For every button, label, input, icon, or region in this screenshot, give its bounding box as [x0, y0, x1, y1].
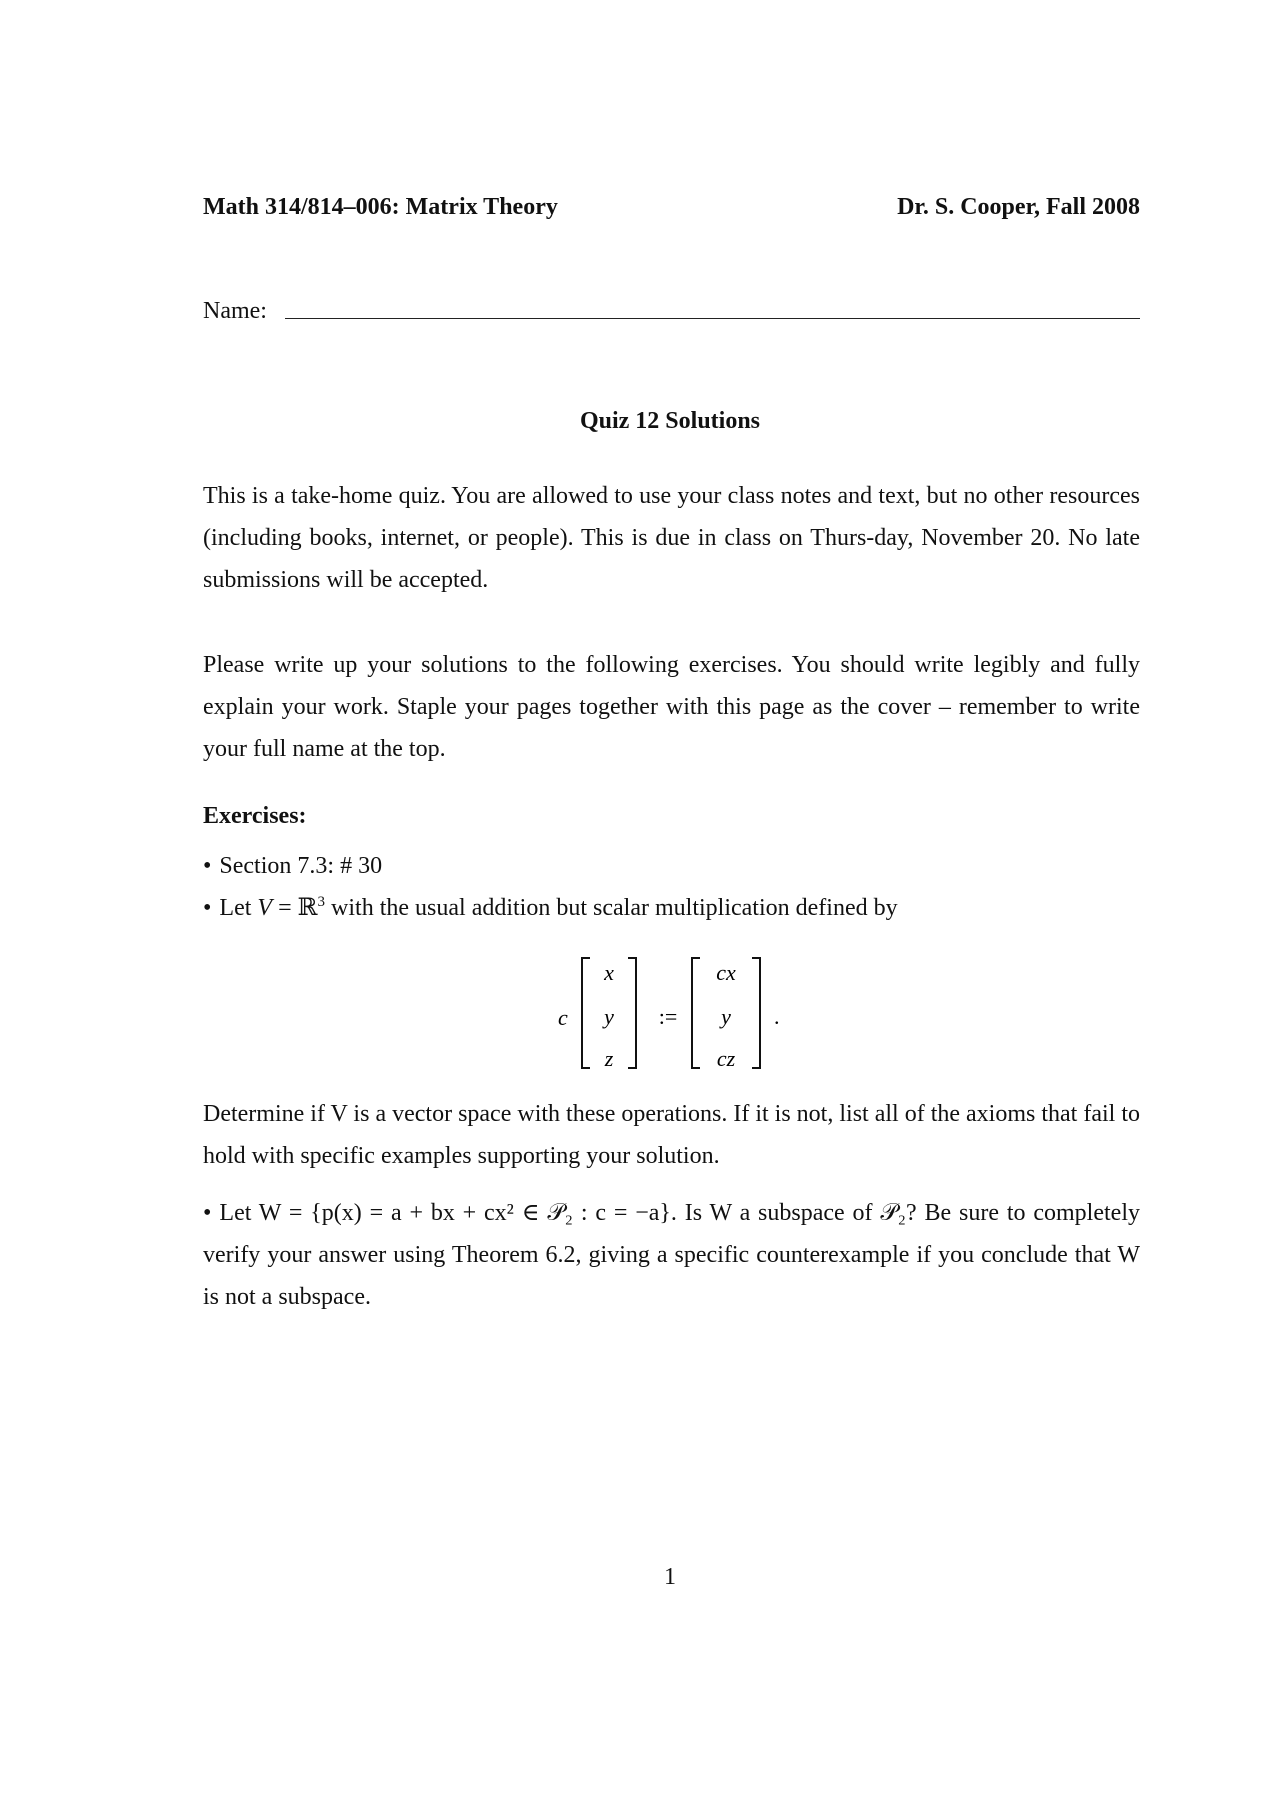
left-matrix-close-bracket — [628, 958, 636, 1068]
bullet-icon: • — [203, 853, 212, 879]
right-matrix-entry-2: y — [721, 1004, 731, 1029]
page-title: Quiz 12 Solutions — [579, 408, 761, 434]
right-matrix-close-bracket — [752, 958, 760, 1068]
exercise-item-2-var: V — [257, 895, 273, 921]
assign-operator: := — [658, 1004, 678, 1029]
exercise-item-2-exp: 3 — [317, 894, 326, 910]
bullet-icon: • — [203, 1200, 212, 1226]
instructions-paragraph-2: Please write up your solutions to the following exercises. You should write legibly and fully explain your work. Staple your pages together with this page as the cover – remember to write your full name at the top. — [203, 652, 1140, 762]
matrix-equation-svg — [0, 950, 1280, 1080]
instructions-paragraph-1: This is a take-home quiz. You are allowed to use your class notes and text, but no other resources (including books, internet, or people). This is due in class on Thurs-day, November 20. No late submissions will be accepted. — [203, 483, 1140, 593]
exercise-item-2-determine: Determine if V is a vector space with these operations. If it is not, list all of the axioms that fail to hold with specific examples supporting your solution. — [203, 1101, 1140, 1169]
right-matrix-entry-1: cx — [716, 960, 736, 985]
matrix-period: . — [774, 1004, 780, 1029]
exercise-item-2 — [203, 887, 1140, 929]
scalar-multiplication-equation — [0, 950, 1280, 1080]
name-blank-line — [285, 318, 1140, 319]
bullet-icon: • — [203, 895, 212, 921]
matrix-scalar: c — [558, 1005, 568, 1030]
right-matrix-open-bracket — [692, 958, 700, 1068]
exercise-item-1 — [203, 845, 1140, 887]
exercise-item-3-text: Let W = {p(x) = a + bx + cx² ∈ 𝒫₂ : c = −a}. Is W a subspace of 𝒫₂? Be sure to completely verify your answer using Theorem 6.2, giving a specific counterexample if you conclude that W is not a subspace. — [203, 1200, 1140, 1310]
left-matrix-entry-2: y — [604, 1004, 614, 1029]
exercise-item-3 — [203, 1192, 1140, 1318]
left-matrix-entry-3: z — [604, 1046, 614, 1071]
right-matrix-entry-3: cz — [716, 1046, 736, 1071]
left-matrix-entry-1: x — [604, 960, 614, 985]
course-title: Math 314/814–006: Matrix Theory — [203, 194, 558, 220]
page-number: 1 — [664, 1564, 676, 1590]
exercises-heading: Exercises: — [203, 803, 307, 829]
exercise-item-1-text: Section 7.3: # 30 — [219, 853, 383, 879]
left-matrix-open-bracket — [582, 958, 590, 1068]
instructor-line: Dr. S. Cooper, Fall 2008 — [897, 194, 1140, 220]
exercise-item-2-eq: = ℝ — [272, 895, 318, 921]
exercise-item-2-rest: with the usual addition but scalar multiplication defined by — [325, 895, 898, 921]
name-label: Name: — [203, 298, 267, 324]
exercise-item-2-prefix: Let — [219, 895, 252, 921]
name-field-row — [203, 296, 1140, 326]
